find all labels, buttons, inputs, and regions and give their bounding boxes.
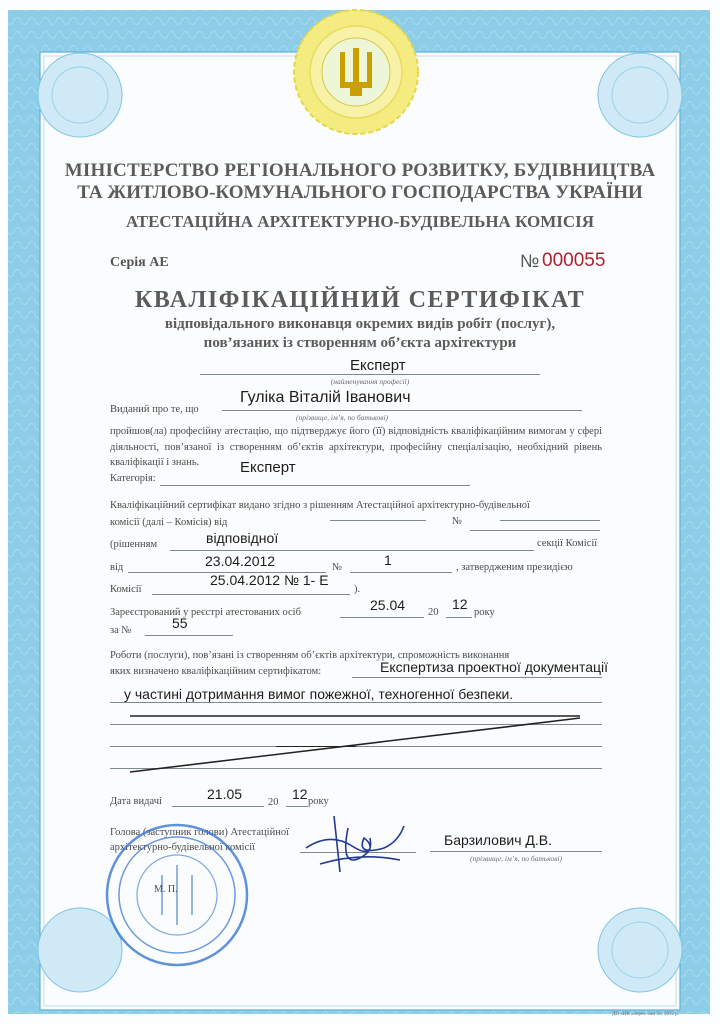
section-number-sign: № (332, 562, 343, 573)
section-number: 1 (384, 552, 392, 568)
issue-year-suffix: року (308, 796, 329, 807)
series-number-sign: № (520, 251, 540, 271)
registry-year-prefix: 20 (428, 607, 439, 618)
series-number: 000055 (542, 250, 606, 271)
series-label: Серія АЕ (110, 255, 169, 270)
presidium-close: ). (354, 584, 361, 595)
issue-year: 12 (292, 786, 308, 802)
decision-paragraph-1: Кваліфікаційний сертифікат видано згідно з рішенням Атестаційної архітектурно-будівельної (110, 500, 530, 511)
issue-date-value: 21.05 (207, 786, 243, 802)
signer-role-1: Голова (заступник голови) Атестаційної (110, 827, 289, 838)
issue-year-prefix: 20 (268, 797, 279, 808)
stamp-mp-label: М. П. (154, 884, 178, 895)
profession-caption: (найменування професії) (330, 377, 410, 386)
official-stamp (92, 820, 262, 970)
works-value-1: Експертиза проектної документації (380, 659, 609, 675)
strike-through-lines (100, 700, 610, 780)
printer-footer: ДП «НК «Зорн» Зам 50, 2012 р. (612, 1012, 680, 1017)
registry-number: 55 (172, 615, 188, 631)
works-label-2: яких визначено кваліфікаційним сертифікатом: (110, 666, 322, 677)
signer-role-2: архітектурно-будівельної комісії (110, 842, 256, 853)
certificate-title: КВАЛІФІКАЦІЙНИЙ СЕРТИФІКАТ (134, 287, 586, 313)
registry-year: 12 (452, 596, 468, 612)
holder-label: Виданий про те, що (110, 404, 199, 415)
issue-date-label: Дата видачі (110, 796, 162, 807)
works-value-2: у частині дотримання вимог пожежної, техногенної безпеки. (124, 686, 514, 702)
decision-number-sign: № (452, 516, 463, 527)
category-value: Експерт (240, 459, 296, 476)
certificate-subtitle-1: відповідального виконавця окремих видів робіт (послуг), (164, 316, 556, 332)
signer-name-caption: (прізвище, ім’я, по батькові) (469, 854, 563, 863)
presidium-value: 25.04.2012 № 1- Е (210, 572, 329, 588)
certificate-subtitle-2: пов’язаних із створенням об’єкта архітектури (203, 335, 517, 351)
registry-number-label: за № (110, 625, 132, 636)
section-value: відповідної (206, 530, 279, 546)
registry-year-suffix: року (474, 607, 495, 618)
presidium-label: Комісії (110, 584, 142, 595)
handwritten-signature (300, 808, 410, 878)
attestation-paragraph: пройшов(ла) професійну атестацію, що підтверджує його (її) відповідність кваліфікаційним вимогам у сфері діяльності, пов’язаної із створенням об’єктів архітектури, професійну спеціалізацію, необхідний рівень кваліфікації і знань. (110, 426, 602, 468)
section-from-label: від (110, 562, 124, 573)
registry-label: Зареєстрований у реєстрі атестованих осіб (110, 607, 301, 618)
decision-paragraph-2: комісії (далі – Комісія) від (110, 517, 228, 528)
decision-label: (рішенням (110, 539, 158, 550)
holder-name: Гуліка Віталій Іванович (240, 389, 411, 406)
approved-label: , затвердженим президією (456, 562, 573, 573)
section-label: секції Комісії (537, 538, 598, 549)
ministry-line-2: ТА ЖИТЛОВО-КОМУНАЛЬНОГО ГОСПОДАРСТВА УКРАЇНИ (77, 182, 643, 203)
profession-value: Експерт (350, 357, 406, 374)
category-label: Категорія: (110, 473, 156, 484)
signer-name: Барзилович Д.В. (444, 832, 552, 848)
ministry-line-1: МІНІСТЕРСТВО РЕГІОНАЛЬНОГО РОЗВИТКУ, БУДІВНИЦТВА (64, 160, 656, 181)
section-date: 23.04.2012 (205, 553, 276, 569)
commission-title: АТЕСТАЦІЙНА АРХІТЕКТУРНО-БУДІВЕЛЬНА КОМІСІЯ (125, 212, 595, 231)
holder-caption: (прізвище, ім’я, по батькові) (295, 413, 389, 422)
works-label-1: Роботи (послуги), пов’язані із створенням об’єктів архітектури, спроможність виконання (110, 650, 510, 661)
state-emblem-seal (286, 8, 426, 138)
registry-date: 25.04 (370, 597, 406, 613)
